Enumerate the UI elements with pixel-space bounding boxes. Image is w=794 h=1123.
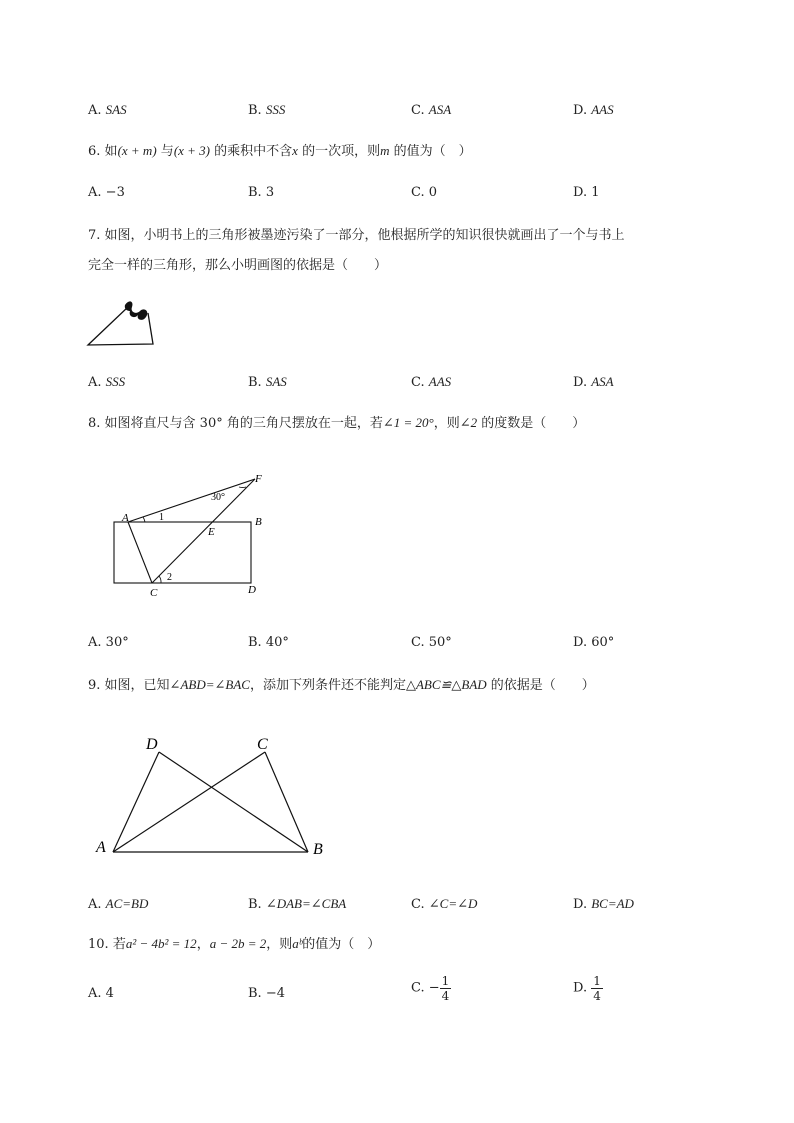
label-f: F <box>255 473 262 485</box>
q5-option-d: D. AAS <box>573 102 614 118</box>
label-a: A <box>96 839 106 856</box>
q10-option-a: A. 4 <box>88 986 114 1001</box>
angle-1-arc <box>143 517 145 522</box>
label-angle-2: 2 <box>167 572 172 583</box>
label-b: B <box>255 516 262 528</box>
q7-option-c: C. AAS <box>411 374 452 390</box>
q8-option-d: D. 60° <box>573 635 615 650</box>
q8-option-a: A. 30° <box>88 635 129 650</box>
fraction-d: $\frac{1}{4}$ <box>593 974 601 1003</box>
fraction-c: $\frac{1}{4}$ <box>441 974 450 1003</box>
segment-af <box>128 479 255 522</box>
q6-option-b: B. 3 <box>248 185 275 200</box>
q10-stem: 10. 若a² − 4b² = 12，a − 2b = 2，则aᵇ的值为（ ） <box>88 936 381 952</box>
q7-stem-line-2: 完全一样的三角形，那么小明画图的依据是（ ） <box>88 258 388 273</box>
q9-option-d: D. BC=AD <box>573 896 634 912</box>
label-d: D <box>248 584 256 596</box>
q10-option-b: B. −4 <box>248 986 285 1001</box>
segment-cf <box>152 479 255 583</box>
q5-option-c: C. ASA <box>411 102 452 118</box>
segment-bd <box>159 752 308 852</box>
q9-stem: 9. 如图，已知∠ABD=∠BAC，添加下列条件还不能判定△ABC≌△BAD 的依据是（ ） <box>88 677 595 693</box>
q8-ruler-triangle-figure <box>105 465 275 605</box>
q10-option-c: C. − $\frac{1}{4}$ <box>411 974 450 1003</box>
q8-option-c: C. 50° <box>411 635 452 650</box>
label-e: E <box>208 526 215 538</box>
q7-option-a: A. SSS <box>88 374 126 390</box>
q9-crossed-triangles-figure <box>90 730 340 860</box>
q5-option-b: B. SSS <box>248 102 286 118</box>
q6-option-c: C. 0 <box>411 185 438 200</box>
q9-option-a: A. AC=BD <box>88 896 149 912</box>
label-d: D <box>146 736 158 753</box>
q9-option-c: C. ∠C=∠D <box>411 896 478 912</box>
ink-blot <box>125 301 148 320</box>
label-angle-1: 1 <box>159 512 164 523</box>
q6-option-d: D. 1 <box>573 185 600 200</box>
label-angle-30: 30° <box>211 492 225 503</box>
q5-option-a: A. SAS <box>88 102 127 118</box>
label-c: C <box>257 736 268 753</box>
q8-stem: 8. 如图将直尺与含 30° 角的三角尺摆放在一起，若∠1 = 20°，则∠2 的度数是（ ） <box>88 415 586 431</box>
q10-option-d: D. $\frac{1}{4}$ <box>573 974 601 1003</box>
q8-option-b: B. 40° <box>248 635 289 650</box>
label-c: C <box>150 587 158 599</box>
q6-option-a: A. −3 <box>88 185 125 200</box>
q7-option-d: D. ASA <box>573 374 614 390</box>
angle-2-arc <box>159 576 161 583</box>
q9-option-b: B. ∠DAB=∠CBA <box>248 896 347 912</box>
label-b: B <box>313 841 323 858</box>
segment-ac <box>128 522 152 583</box>
q6-stem: 6. 如(x + m) 与(x + 3) 的乘积中不含x 的一次项，则m 的值为（ ） <box>88 143 472 159</box>
q7-option-b: B. SAS <box>248 374 287 390</box>
q7-stem-line-1: 7. 如图，小明书上的三角形被墨迹污染了一部分，他根据所学的知识很快就画出了一个与书上 <box>88 228 625 243</box>
q7-ink-stained-triangle <box>80 295 170 355</box>
label-a: A <box>122 512 129 524</box>
